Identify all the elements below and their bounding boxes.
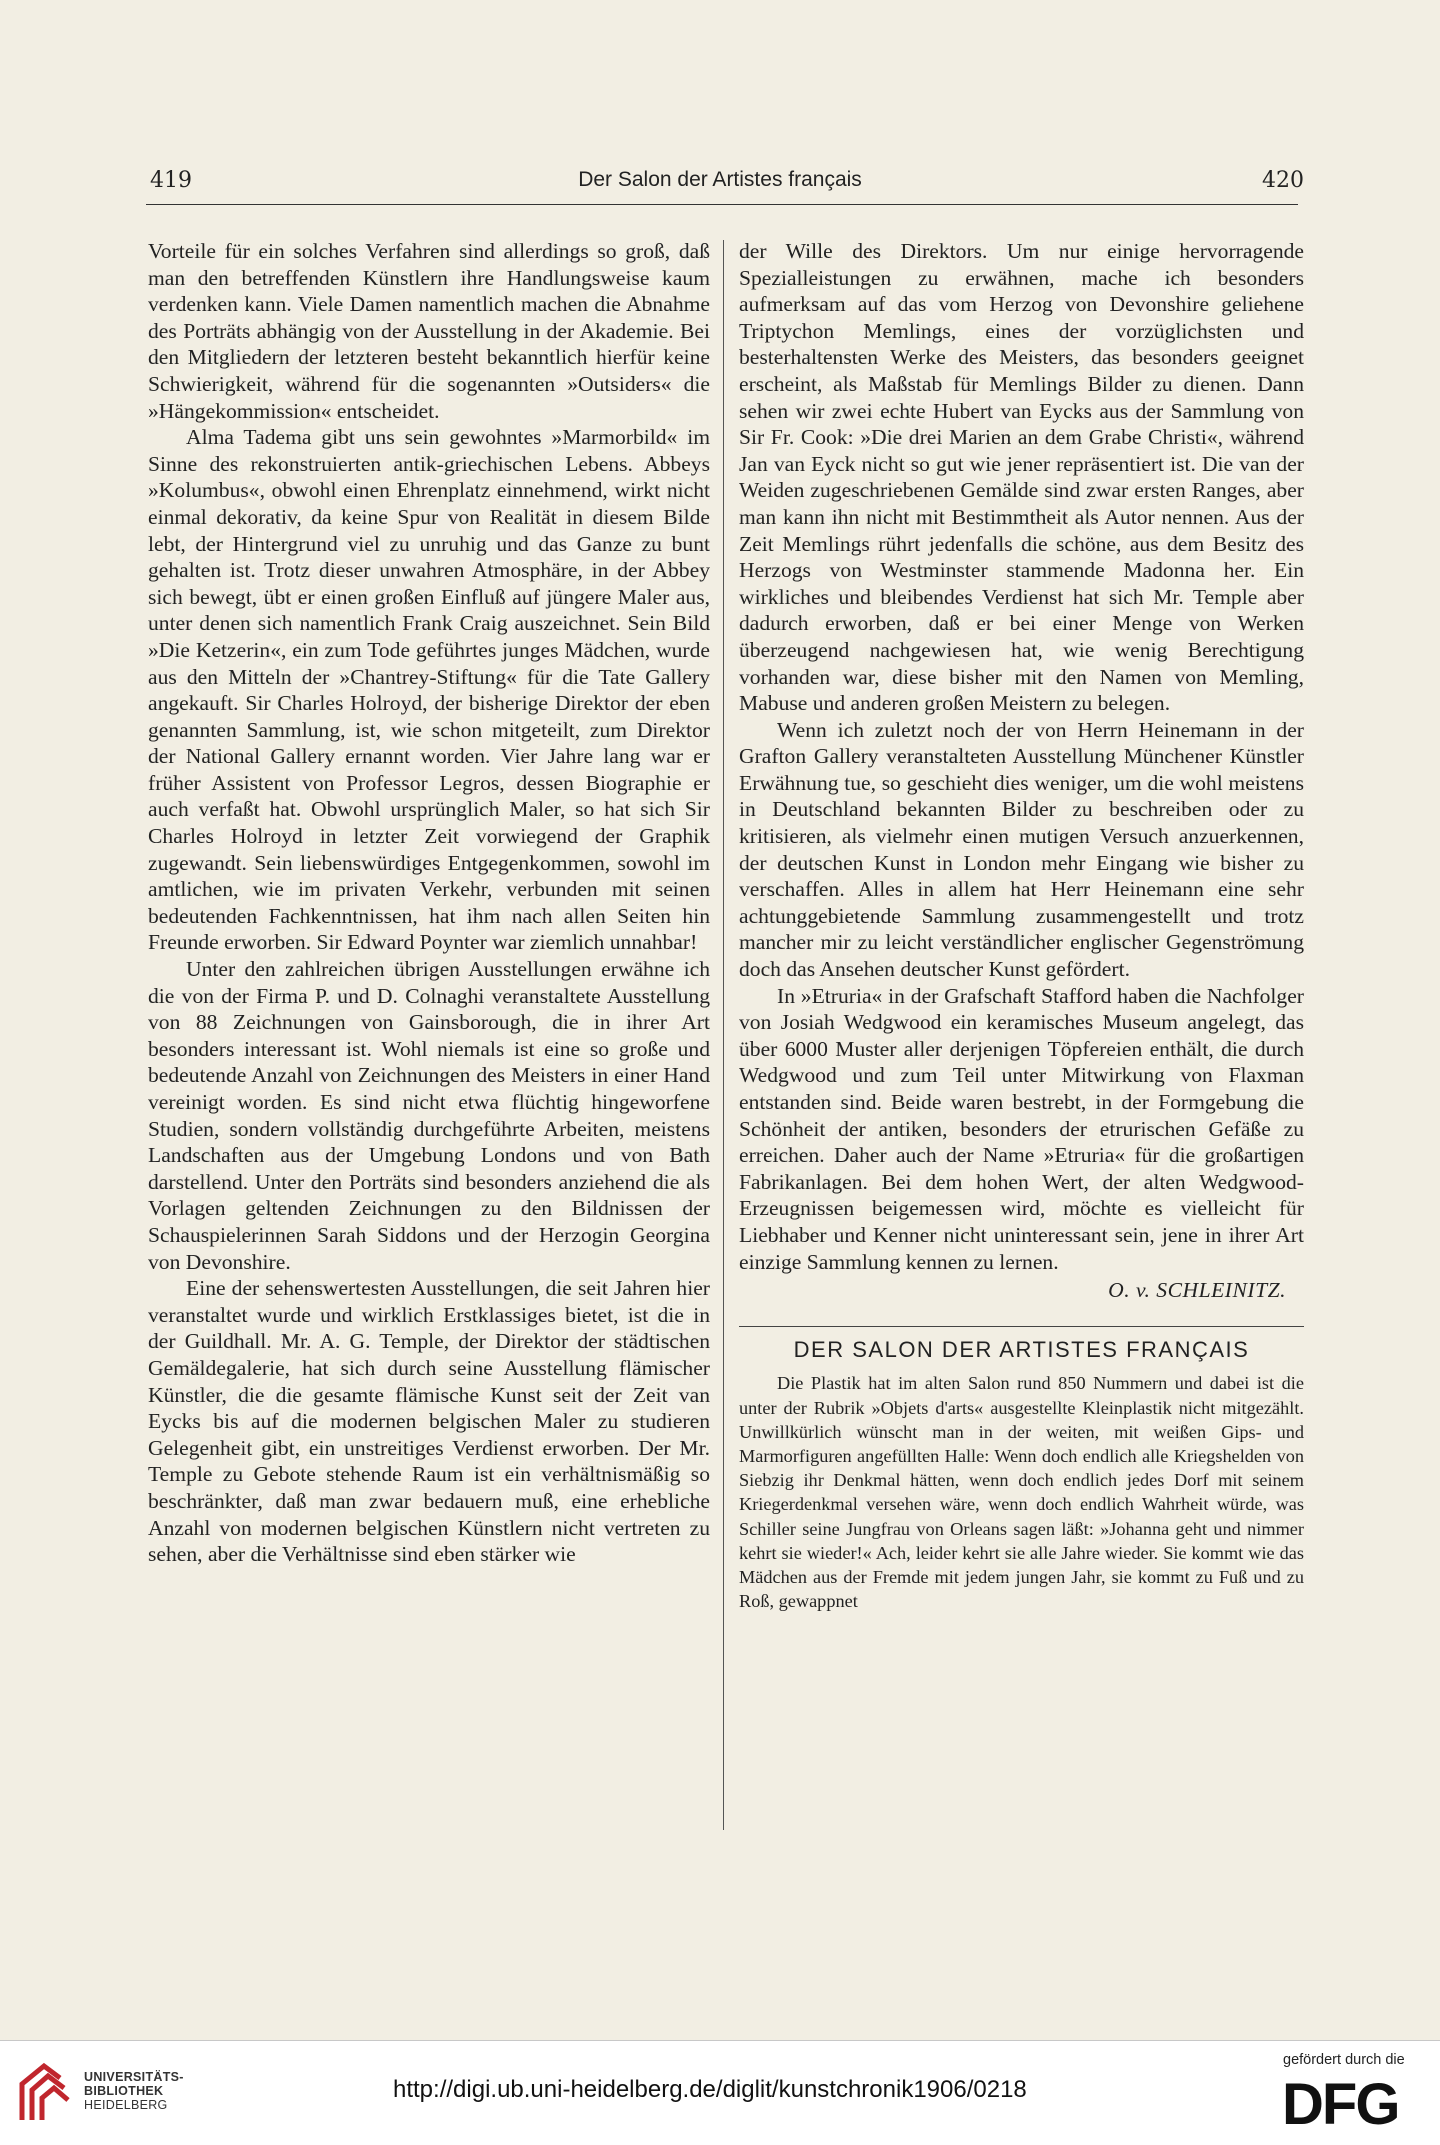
left-column <box>148 238 710 1568</box>
header-rule <box>146 204 1298 205</box>
column-divider <box>723 240 724 1830</box>
funded-by-label: gefördert durch die <box>1283 2052 1405 2068</box>
paragraph: Unter den zahlreichen übrigen Ausstellungen erwähne ich die von der Firma P. und D. Colnaghi veranstaltete Ausstellung von 88 Zeichnungen von Gainsborough, die in ihrer Art besonders interessant ist. Wohl niemals ist eine so große und bedeutende Anzahl von Zeichnungen des Meisters in einer Hand vereinigt worden. Es sind nicht etwa flüchtig hingeworfene Studien, sondern vollständig durchgeführte Arbeiten, meistens Landschaften aus der Umgebung Londons und von Bath darstellend. Unter den Porträts sind besonders anziehend die als Vorlagen geltenden Zeichnungen zu den Bildnissen der Schauspielerinnen Sarah Siddons und der Herzogin Georgina von Devonshire. <box>148 957 710 1274</box>
running-title: Der Salon der Artistes français <box>578 168 862 191</box>
section-body <box>739 1371 1304 1613</box>
paragraph: Vorteile für ein solches Verfahren sind allerdings so groß, daß man den betreffenden Künstlern ihre Handlungsweise kaum verdenken kann. Viele Damen namentlich machen die Abnahme des Porträts abhängig von der Ausstellung in der Akademie. Bei den Mitgliedern der letzteren besteht bekanntlich hierfür keine Schwierigkeit, während für die sogenannten »Outsiders« die »Hängekommission« entscheidet. <box>148 239 710 423</box>
svg-text:DFG: DFG <box>1282 2074 1399 2130</box>
source-url-link[interactable]: http://digi.ub.uni-heidelberg.de/diglit/kunstchronik1906/0218 <box>393 2076 1027 2103</box>
page-number-left: 419 <box>150 168 192 193</box>
paragraph: Eine der sehenswertesten Ausstellungen, die seit Jahren hier veranstaltet wurde und wirklich Erstklassiges bietet, ist die in der Guildhall. Mr. A. G. Temple, der Direktor der städtischen Gemäldegalerie, hat sich durch seine Ausstellung flämischer Künstler, die die gesamte flämische Kunst seit der Zeit van Eycks bis auf die modernen belgischen Maler zu studieren Gelegenheit gibt, ein unstreitiges Verdienst erworben. Der Mr. Temple zu Gebote stehende Raum ist ein verhältnismäßig so beschränkter, daß man zwar bedauern muß, eine erhebliche Anzahl von modernen belgischen Künstlern nicht vertreten zu sehen, aber die Verhältnisse sind eben stärker wie <box>148 1276 710 1567</box>
paragraph: Wenn ich zuletzt noch der von Herrn Heinemann in der Grafton Gallery veranstalteten Ausstellung Münchener Künstler Erwähnung tue, so geschieht dies weniger, um die wohl meistens in Deutschland bekannten Bilder zu beschreiben oder zu kritisieren, als vielmehr einen mutigen Versuch anzuerkennen, der deutschen Kunst in London mehr Eingang wie bisher zu verschaffen. Alles in allem hat Herr Heinemann eine sehr achtunggebietende Sammlung zusammengestellt und trotz mancher mir zu leicht verständlicher englischer Gegenströmung doch das Ansehen deutscher Kunst gefördert. <box>739 717 1304 982</box>
paragraph: der Wille des Direktors. Um nur einige hervorragende Spezialleistungen zu erwähnen, mache ich besonders aufmerksam auf das vom Herzog von Devonshire geliehene Triptychon Memlings, eines der vorzüglichsten und besterhaltensten Werke des Meisters, das besonders geeignet erscheint, als Maßstab für Memlings Bilder zu dienen. Dann sehen wir zwei echte Hubert van Eycks aus der Sammlung von Sir Fr. Cook: »Die drei Marien an dem Grabe Christi«, während Jan van Eyck nicht so gut wie jener repräsentiert ist. Die van der Weiden zugeschriebenen Gemälde sind zwar ersten Ranges, aber man kann ihn nicht mit Bestimmtheit als Autor nennen. Aus der Zeit Memlings rührt jedenfalls die schöne, aus dem Besitz des Herzogs von Westminster stammende Madonna her. Ein wirkliches und bleibendes Verdienst hat sich Mr. Temple aber dadurch erworben, daß er bei einer Menge von Werken überzeugend nachgewiesen hat, wie wenig Berechtigung vorhanden war, diese bisher mit den Namen von Memling, Mabuse und anderen großen Meistern zu belegen. <box>739 239 1304 716</box>
paragraph: Die Plastik hat im alten Salon rund 850 Nummern und dabei ist die unter der Rubrik »Objets d'arts« ausgestellte Kleinplastik nicht mitgezählt. Unwillkürlich wünscht man in der weiten, mit weißen Gips- und Marmorfiguren angefüllten Halle: Wenn doch endlich alle Kriegshelden von Siebzig ihr Denkmal hätten, wenn doch endlich jedes Dorf mit seinem Kriegerdenkmal versehen wäre, wenn doch endlich Wahrheit würde, was Schiller seine Jungfrau von Orleans sagen läßt: »Johanna geht und nimmer kehrt sie wieder!« Ach, leider kehrt sie alle Jahre wieder. Sie kommt wie das Mädchen aus der Fremde mit jedem jungen Jahr, sie kommt zu Fuß und zu Roß, gewappnet <box>739 1373 1304 1612</box>
paragraph: In »Etruria« in der Grafschaft Stafford haben die Nachfolger von Josiah Wedgwood ein keramisches Museum angelegt, das über 6000 Muster aller derjenigen Töpfereien enthält, die durch Wedgwood und zum Teil unter Mitwirkung von Flaxman entstanden sind. Beide waren bestrebt, in der Formgebung die Schönheit der antiken, besonders der etrurischen Gefäße zu erreichen. Daher auch der Name »Etruria« für die großartigen Fabrikanlagen. Bei dem hohen Wert, der alten Wedgwood-Erzeugnissen beigemessen wird, möchte es vielleicht für Liebhaber und Kenner nicht uninteressant sein, jene in ihrer Art einzige Sammlung kennen zu lernen. <box>739 983 1304 1274</box>
dfg-logo-icon <box>1280 2074 1422 2130</box>
digitization-footer <box>0 2040 1440 2145</box>
page-number-right: 420 <box>1262 168 1304 193</box>
institution-name: UNIVERSITÄTS- BIBLIOTHEK HEIDELBERG <box>84 2070 184 2112</box>
paragraph: Alma Tadema gibt uns sein gewohntes »Marmorbild« im Sinne des rekonstruierten antik-griechischen Lebens. Abbeys »Kolumbus«, obwohl einen Ehrenplatz einnehmend, wirkt nicht einmal dekorativ, da keine Spur von Realität in diesem Bilde lebt, der Hintergrund viel zu unruhig und das Ganze zu bunt gehalten ist. Trotz dieser unwahren Atmosphäre, in der Abbey sich bewegt, übt er einen großen Einfluß auf jüngere Maler aus, unter denen sich namentlich Frank Craig auszeichnet. Sein Bild »Die Ketzerin«, ein zum Tode geführtes junges Mädchen, wurde aus den Mitteln der »Chantrey-Stiftung« für die Tate Gallery angekauft. Sir Charles Holroyd, der bisherige Direktor der eben genannten Sammlung, ist, wie schon mitgeteilt, zum Direktor der National Gallery ernannt worden. Vier Jahre lang war er früher Assistent von Professor Legros, dessen Biographie er auch verfaßt hat. Obwohl ursprünglich Maler, so hat sich Sir Charles Holroyd in letzter Zeit vorwiegend der Graphik zugewandt. Sein liebenswürdiges Entgegenkommen, sowohl im amtlichen, wie im privaten Verkehr, verbunden mit seinen bedeutenden Fachkenntnissen, hat ihm nach allen Seiten hin Freunde erworben. Sir Edward Poynter war ziemlich unnahbar! <box>148 425 710 955</box>
right-column <box>739 238 1304 1613</box>
author-signature: O. v. SCHLEINITZ. <box>1108 1278 1286 1303</box>
section-heading: DER SALON DER ARTISTES FRANÇAIS <box>793 1336 1250 1362</box>
section-separator <box>739 1326 1304 1327</box>
footer-divider <box>0 2040 1440 2041</box>
university-library-logo-icon <box>14 2058 78 2128</box>
